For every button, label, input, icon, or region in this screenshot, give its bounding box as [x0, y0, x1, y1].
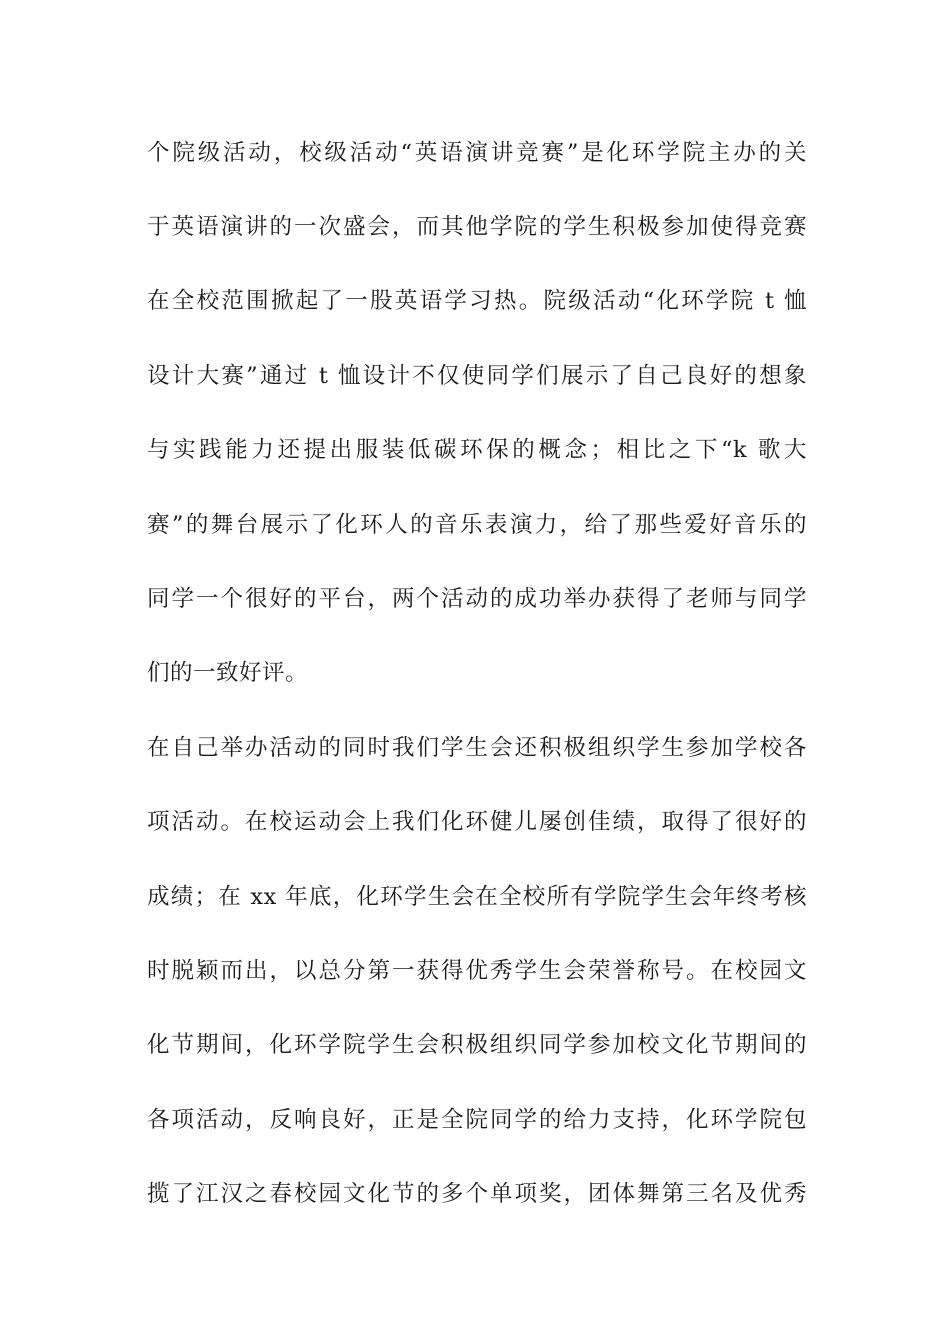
- text-line: 同学一个很好的平台，两个活动的成功举办获得了老师与同学: [147, 586, 807, 612]
- text-line: 各项活动，反响良好，正是全院同学的给力支持，化环学院包: [147, 1107, 807, 1133]
- text-line: 与实践能力还提出服装低碳环保的概念；相比之下“k 歌大: [147, 437, 807, 463]
- text-line: 于英语演讲的一次盛会，而其他学院的学生积极参加使得竞赛: [147, 214, 807, 240]
- text-line: 揽了江汉之春校园文化节的多个单项奖，团体舞第三名及优秀: [147, 1181, 807, 1207]
- text-line: 成绩；在 xx 年底，化环学生会在全校所有学院学生会年终考核: [147, 884, 807, 910]
- text-line: 时脱颖而出，以总分第一获得优秀学生会荣誉称号。在校园文: [147, 958, 807, 984]
- text-line: 个院级活动，校级活动“英语演讲竞赛”是化环学院主办的关: [147, 140, 807, 166]
- text-line-paragraph-end: 们的一致好评。: [147, 660, 309, 686]
- text-line: 赛”的舞台展示了化环人的音乐表演力，给了那些爱好音乐的: [147, 512, 807, 538]
- text-line: 化节期间，化环学院学生会积极组织同学参加校文化节期间的: [147, 1032, 807, 1058]
- text-line: 在自己举办活动的同时我们学生会还积极组织学生参加学校各: [147, 735, 807, 761]
- text-line: 设计大赛”通过 t 恤设计不仅使同学们展示了自己良好的想象: [147, 363, 807, 389]
- text-line: 在全校范围掀起了一股英语学习热。院级活动“化环学院 t 恤: [147, 288, 807, 314]
- text-line: 项活动。在校运动会上我们化环健儿屡创佳绩，取得了很好的: [147, 809, 807, 835]
